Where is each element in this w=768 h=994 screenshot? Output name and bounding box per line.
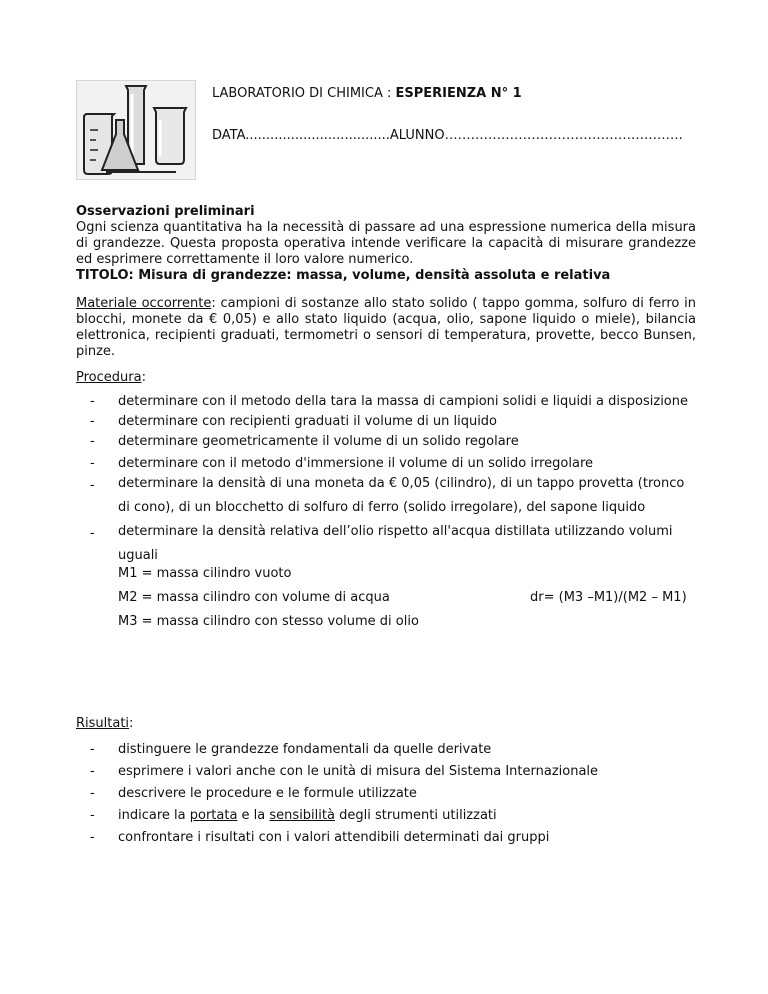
risultati-item: esprimere i valori anche con le unità di misura del Sistema Internazionale: [118, 764, 599, 779]
list-bullet: -: [90, 394, 95, 409]
procedura-item: determinare geometricamente il volume di un solido regolare: [118, 434, 519, 449]
formula-m1: M1 = massa cilindro vuoto: [118, 566, 292, 581]
osservazioni-title: Osservazioni preliminari: [76, 204, 255, 219]
list-bullet: -: [90, 764, 95, 779]
formula-m3: M3 = massa cilindro con stesso volume di olio: [118, 614, 419, 629]
procedura-item: determinare la densità relativa dell’olio rispetto all'acqua distillata utilizzando volumi uguali: [118, 524, 673, 563]
list-bullet: -: [90, 526, 95, 541]
data-alunno-line: DATA...................................ALUNNO……………………………………………….: [212, 128, 683, 143]
sensibilita-term: sensibilità: [269, 808, 335, 823]
risultati-item: distinguere le grandezze fondamentali da quelle derivate: [118, 742, 492, 757]
lab-title: [212, 86, 522, 101]
lab-title-prefix: LABORATORIO DI CHIMICA :: [212, 86, 396, 101]
procedura-heading: [76, 370, 146, 385]
materiale-section: [76, 296, 696, 360]
osservazioni-section: [76, 204, 696, 268]
materiale-label: Materiale occorrente: [76, 296, 212, 311]
procedura-colon: :: [141, 370, 146, 385]
procedura-item: determinare la densità di una moneta da € 0,05 (cilindro), di un tappo provetta (tronco di cono), di un blocchetto di solfuro di ferro (solido irregolare), del sapone liquido: [118, 476, 685, 515]
procedura-label: Procedura: [76, 370, 142, 385]
risultati-label: Risultati: [76, 716, 130, 731]
risultati-item: descrivere le procedure e le formule utilizzate: [118, 786, 417, 801]
formula-m2: M2 = massa cilindro con volume di acqua: [118, 590, 390, 605]
risultati-item4-part: degli strumenti utilizzati: [334, 808, 497, 823]
titolo-heading: TITOLO: Misura di grandezze: massa, volume, densità assoluta e relativa: [76, 268, 611, 283]
list-bullet: -: [90, 478, 95, 493]
list-bullet: -: [90, 786, 95, 801]
lab-experience-number: ESPERIENZA N° 1: [395, 86, 522, 101]
procedura-item: determinare con il metodo d'immersione il volume di un solido irregolare: [118, 456, 593, 471]
list-bullet: -: [90, 434, 95, 449]
procedura-item: determinare con il metodo della tara la massa di campioni solidi e liquidi a disposizione: [118, 394, 689, 409]
list-bullet: -: [90, 414, 95, 429]
risultati-item: confrontare i risultati con i valori attendibili determinati dai gruppi: [118, 830, 550, 845]
risultati-heading: [76, 716, 133, 731]
risultati-item4-part: indicare la: [118, 808, 190, 823]
list-bullet: -: [90, 808, 95, 823]
risultati-item: [118, 808, 497, 823]
osservazioni-text: Ogni scienza quantitativa ha la necessità di passare ad una espressione numerica della misura di grandezze. Questa proposta operativa intende verificare la capacità di misurare grandezze ed esprimere correttamente il loro valore numerico.: [76, 220, 696, 267]
list-bullet: -: [90, 742, 95, 757]
materiale-text: : campioni di sostanze allo stato solido ( tappo gomma, solfuro di ferro in blocchi, monete da € 0,05) e allo stato liquido (acqua, olio, sapone liquido o miele), bilancia elettronica, recipienti graduati, termometri o sensori di temperatura, provette, becco Bunsen, pinze.: [76, 296, 697, 359]
risultati-colon: :: [129, 716, 134, 731]
list-bullet: -: [90, 830, 95, 845]
formula-dr: dr= (M3 –M1)/(M2 – M1): [530, 590, 687, 605]
lab-glassware-logo: [76, 80, 196, 180]
list-bullet: -: [90, 456, 95, 471]
risultati-item4-part: e la: [237, 808, 270, 823]
portata-term: portata: [189, 808, 238, 823]
procedura-item: determinare con recipienti graduati il volume di un liquido: [118, 414, 498, 429]
